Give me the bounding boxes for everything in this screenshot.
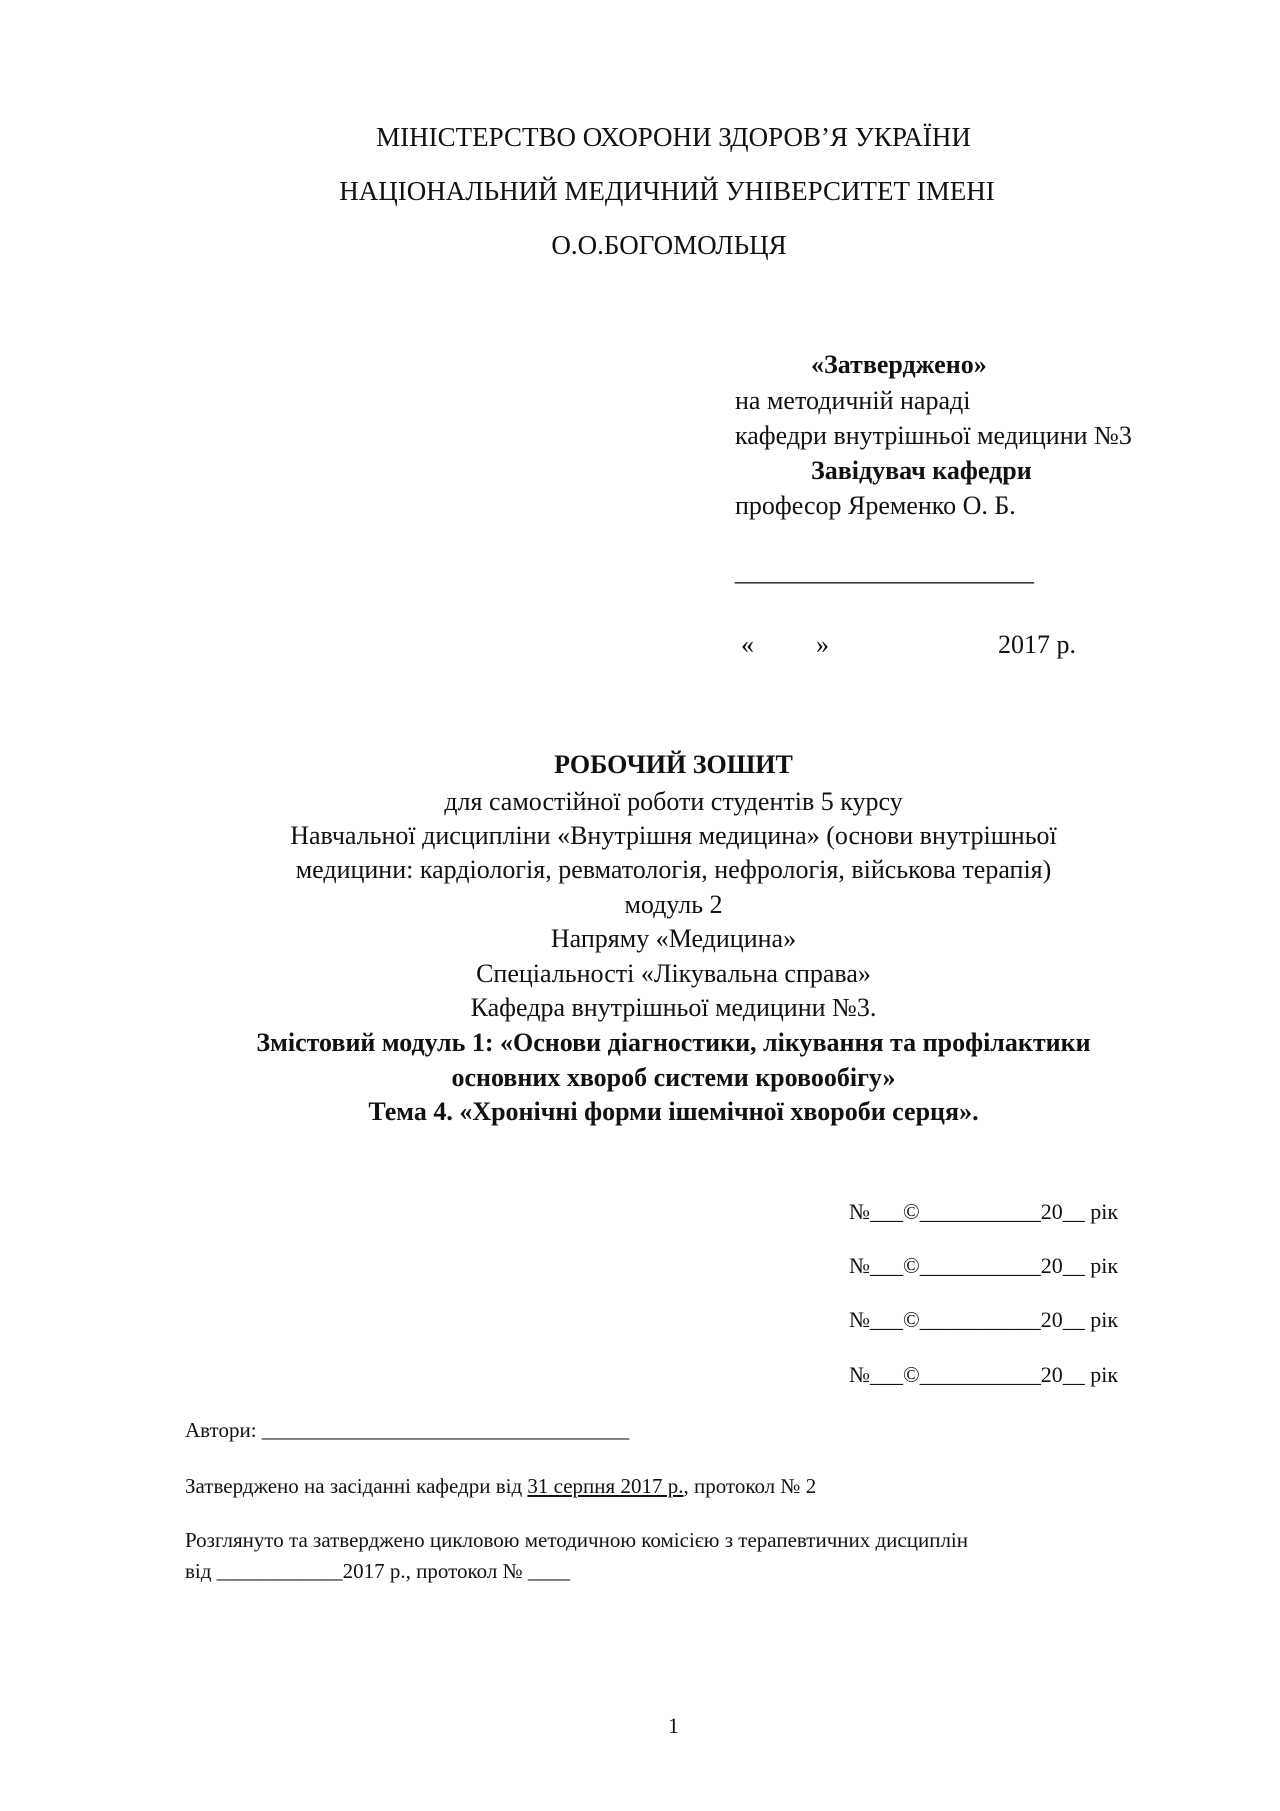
content-module-line-1: Змістовий модуль 1: «Основи діагностики, лікування та профілактики (256, 1028, 1091, 1057)
approval-line-1: на методичній нараді (735, 386, 971, 415)
reviewed-line-2: від ____________2017 р., протокол № ____ (185, 1559, 570, 1583)
record-line: №___©___________20__ рік (849, 1307, 1119, 1332)
approved-line (185, 1474, 816, 1499)
workbook-line-4: модуль 2 (624, 890, 723, 919)
workbook-title: РОБОЧИЙ ЗОШИТ (554, 750, 793, 779)
topic-title: Тема 4. «Хронічні форми ішемічної хвороби серця». (368, 1097, 979, 1126)
record-line: №___©___________20__ рік (849, 1253, 1119, 1278)
date-open-quote: « (741, 630, 754, 659)
university-name: О.О.БОГОМОЛЬЦЯ (551, 230, 787, 260)
signature-line: _______________________ (735, 557, 1034, 586)
workbook-line-7: Кафедра внутрішньої медицини №3. (470, 993, 877, 1022)
approved-date: 31 серпня 2017 р. (527, 1474, 684, 1498)
record-line: №___©___________20__ рік (849, 1199, 1119, 1224)
page-number: 1 (668, 1713, 679, 1738)
head-name: професор Яременко О. Б. (735, 491, 1016, 520)
date-close-quote: » (816, 630, 829, 659)
head-of-department: Завідувач кафедри (811, 456, 1032, 485)
reviewed-line-1: Розглянуто та затверджено цикловою методичною комісією з терапевтичних дисциплін (185, 1528, 968, 1552)
university-title: НАЦІОНАЛЬНИЙ МЕДИЧНИЙ УНІВЕРСИТЕТ ІМЕНІ (339, 176, 995, 206)
workbook-line-5: Напряму «Медицина» (550, 924, 797, 953)
approval-year: 2017 р. (998, 630, 1076, 659)
authors-line: Автори: ___________________________________ (185, 1418, 630, 1442)
ministry-title: МІНІСТЕРСТВО ОХОРОНИ ЗДОРОВ’Я УКРАЇНИ (376, 122, 971, 152)
content-module-line-2: основних хвороб системи кровообігу» (451, 1063, 896, 1092)
workbook-line-6: Спеціальності «Лікувальна справа» (476, 959, 871, 988)
record-line: №___©___________20__ рік (849, 1362, 1119, 1387)
approved-prefix: Затверджено на засіданні кафедри від (185, 1474, 528, 1498)
workbook-line-1: для самостійної роботи студентів 5 курсу (444, 787, 903, 816)
workbook-line-3: медицини: кардіологія, ревматологія, нефрологія, військова терапія) (295, 855, 1052, 884)
approved-suffix: , протокол № 2 (683, 1474, 817, 1498)
approval-title: «Затверджено» (811, 350, 987, 379)
approval-line-2: кафедри внутрішньої медицини №3 (735, 421, 1132, 450)
workbook-line-2: Навчальної дисципліни «Внутрішня медицина» (основи внутрішньої (290, 821, 1057, 850)
